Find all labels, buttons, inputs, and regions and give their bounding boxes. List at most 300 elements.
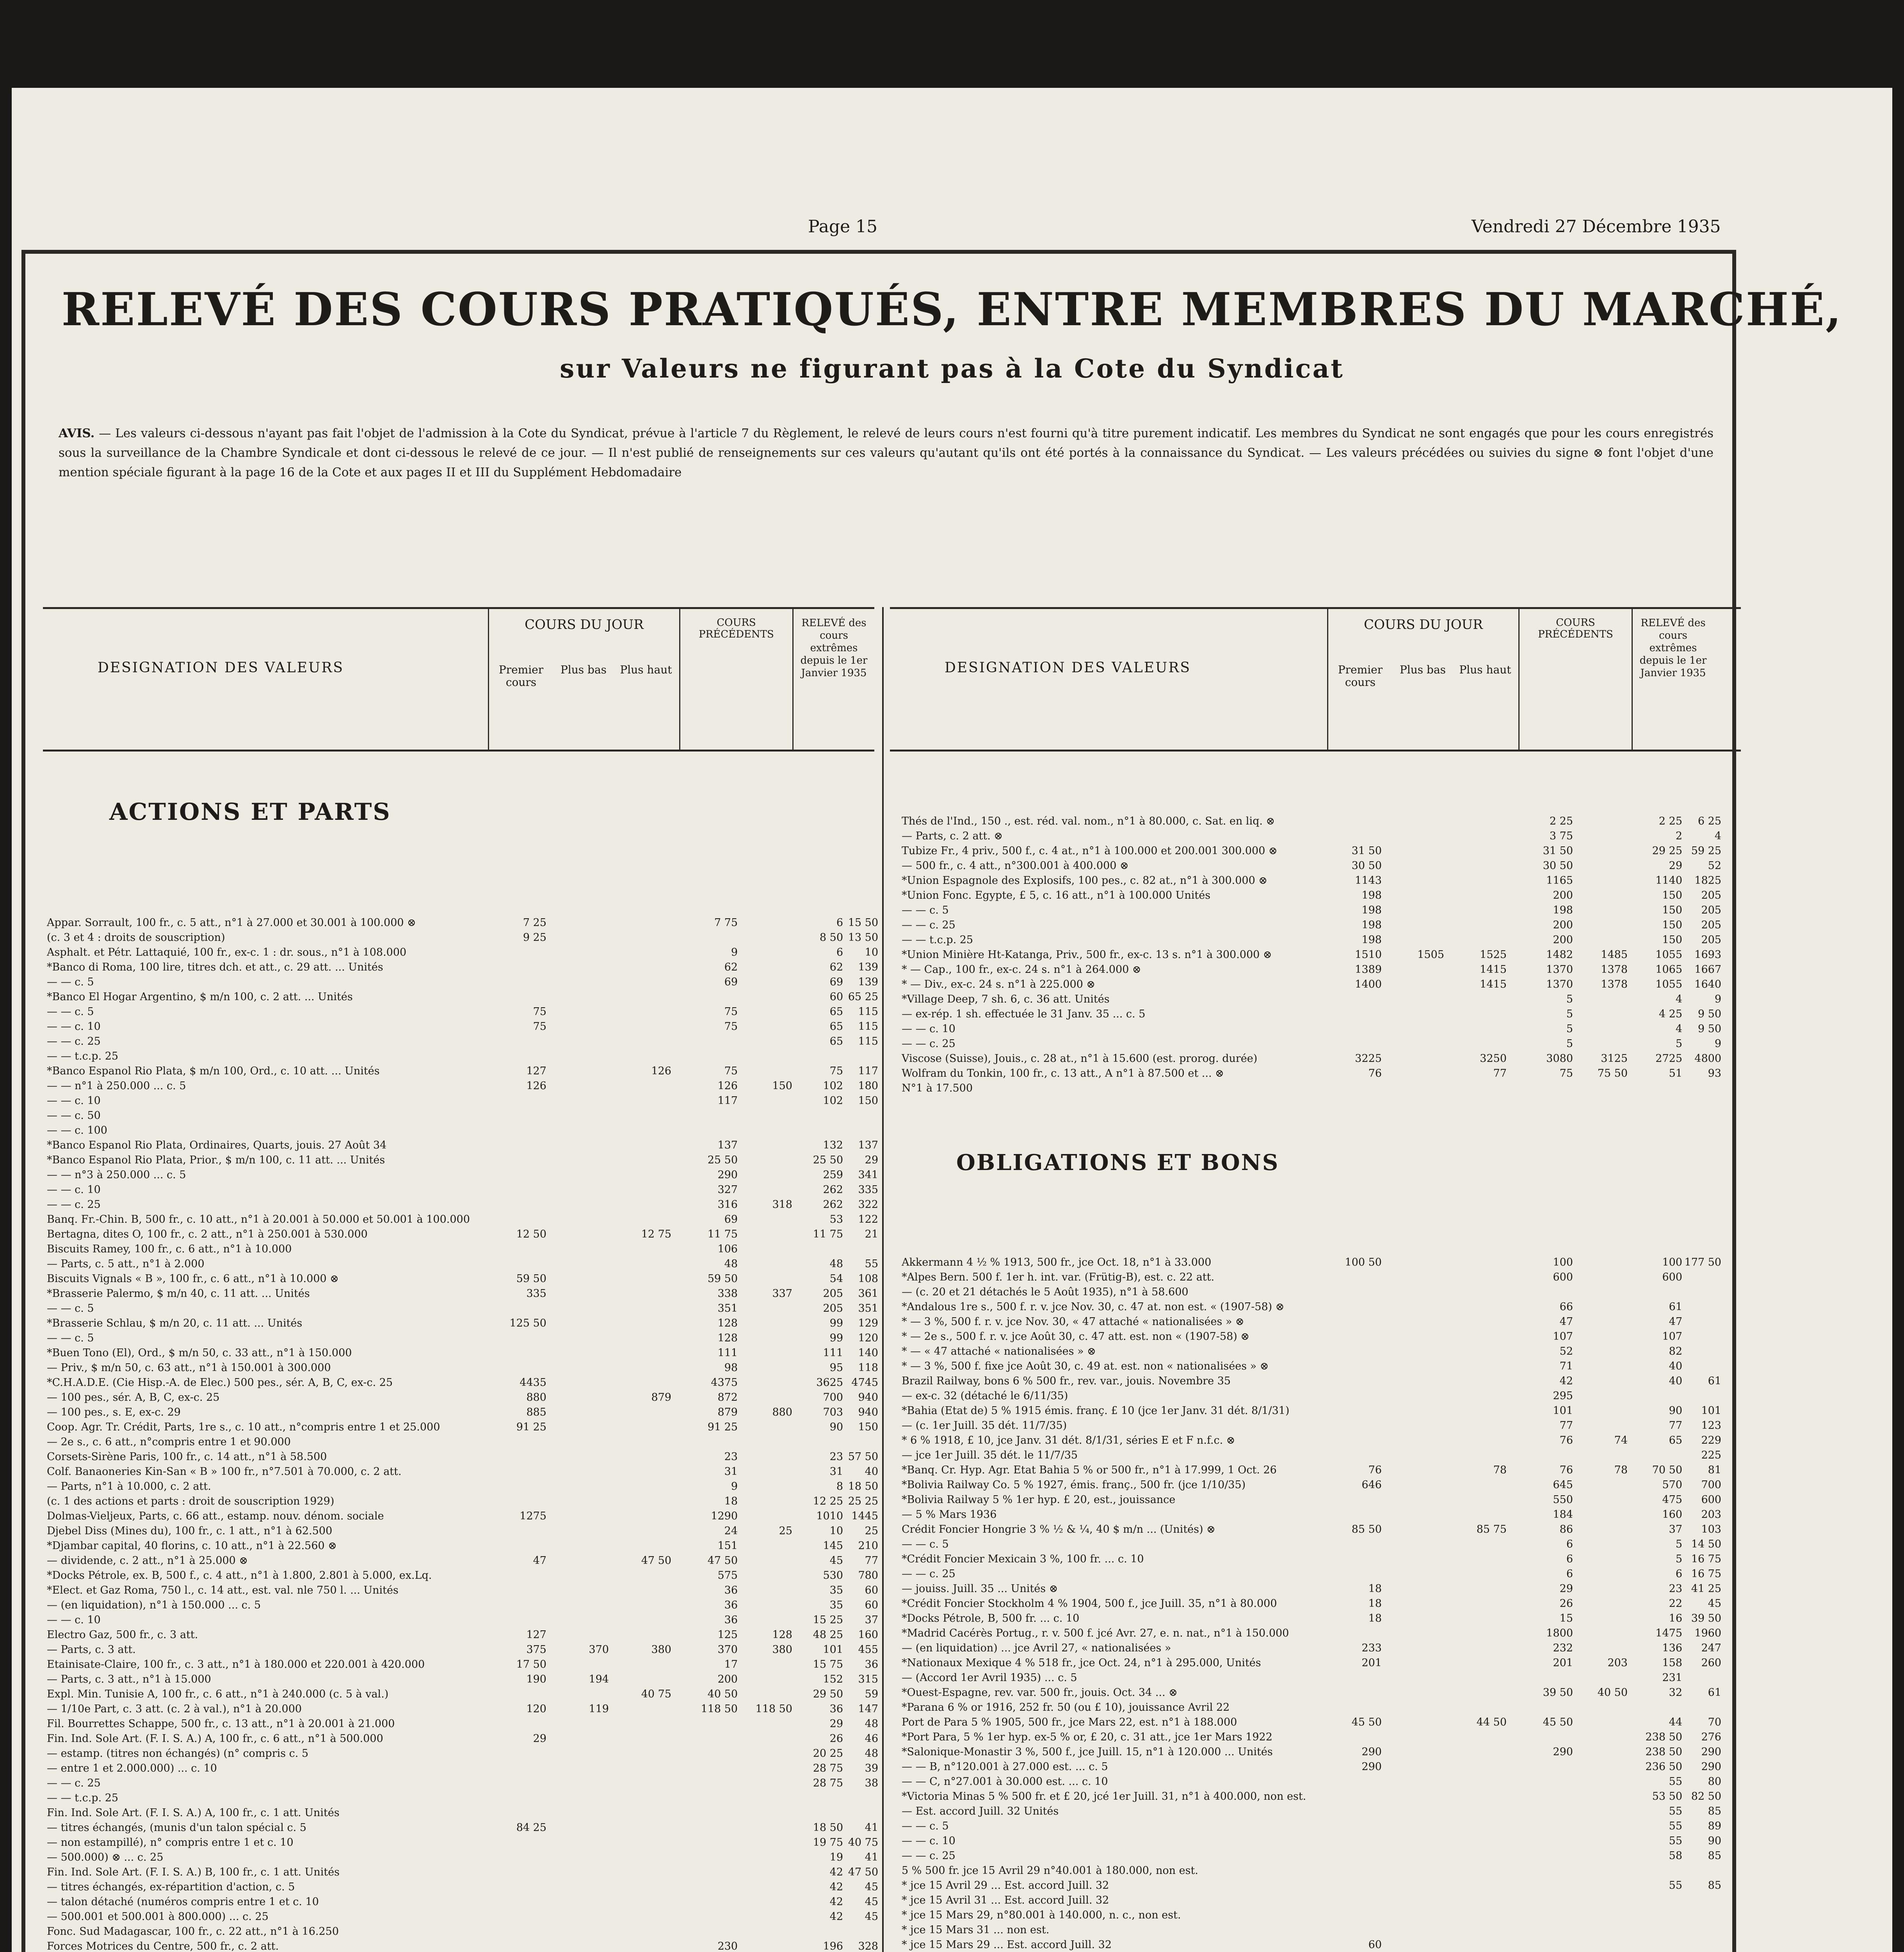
quote-c1: 233: [1361, 1642, 1382, 1654]
quote-r1: 1010: [816, 1510, 843, 1522]
table-row: [47, 1079, 878, 1094]
table-row: [47, 1613, 878, 1628]
quote-r1: 700: [823, 1391, 843, 1403]
quote-r2: 123: [1701, 1419, 1721, 1432]
quote-r1: 152: [823, 1673, 843, 1685]
quote-r1: 100: [1662, 1256, 1682, 1268]
quote-c1: 1275: [520, 1510, 546, 1522]
quote-p1: 5: [1566, 1023, 1573, 1035]
table-row: [47, 1138, 878, 1153]
quote-p1: 5: [1566, 1008, 1573, 1020]
quote-r1: 1065: [1655, 964, 1682, 976]
quote-r1: 99: [829, 1332, 843, 1344]
quote-p1: 17: [724, 1658, 738, 1671]
security-name: — — c. 10: [47, 1095, 101, 1107]
table-row: [47, 1909, 878, 1924]
quote-r1: 37: [1669, 1523, 1682, 1535]
quote-c1: 18: [1368, 1612, 1382, 1624]
quote-c1: 59 50: [516, 1273, 546, 1285]
quote-c3: 1525: [1480, 949, 1507, 961]
quote-p1: 125: [717, 1629, 738, 1641]
security-name: — — n°3 à 250.000 ... c. 5: [47, 1169, 186, 1181]
quote-c1: 30 50: [1351, 860, 1382, 872]
table-row: [47, 1524, 878, 1539]
quote-p1: 151: [717, 1540, 738, 1552]
obligations-bons-heading: OBLIGATIONS ET BONS: [956, 1150, 1279, 1175]
security-name: Dolmas-Vieljeux, Parts, c. 66 att., estamp. nouv. dénom. sociale: [47, 1510, 384, 1522]
security-name: Electro Gaz, 500 fr., c. 3 att.: [47, 1629, 198, 1641]
quote-r2: 129: [858, 1317, 878, 1329]
quote-r1: 8 50: [819, 931, 843, 944]
quote-c2: 370: [589, 1644, 609, 1656]
quote-r2: 59 25: [1691, 845, 1721, 857]
quote-p1: 36: [724, 1599, 738, 1611]
quote-r2: 1693: [1694, 949, 1721, 961]
quote-c1: 85 50: [1351, 1523, 1382, 1535]
table-row: [47, 1583, 878, 1598]
table-row: [902, 1923, 1733, 1938]
quote-r2: 203: [1701, 1509, 1721, 1521]
quote-r1: 102: [823, 1095, 843, 1107]
table-row: [47, 1687, 878, 1702]
quote-r1: 29: [829, 1718, 843, 1730]
security-name: *Banq. Cr. Hyp. Agr. Etat Bahia 5 % or 500 fr., n°1 à 17.999, 1 Oct. 26: [902, 1464, 1277, 1476]
security-name: * jce 15 Mars 31 ... non est.: [902, 1924, 1050, 1936]
table-row: [47, 1123, 874, 1138]
security-name: — (c. 1er Juill. 35 dét. 11/7/35): [902, 1419, 1067, 1432]
quote-r2: 290: [1701, 1761, 1721, 1773]
quote-p1: 5: [1566, 993, 1573, 1005]
quote-c3: 85 75: [1476, 1523, 1507, 1535]
table-row: [47, 1880, 878, 1895]
table-row: [902, 1730, 1733, 1745]
security-name: Port de Para 5 % 1905, 500 fr., jce Mars 22, est. n°1 à 188.000: [902, 1716, 1237, 1728]
table-row: [47, 1153, 878, 1168]
security-name: — — c. 5: [902, 904, 949, 916]
security-name: — — c. 10: [902, 1835, 956, 1847]
table-row: [47, 1642, 878, 1657]
quote-p1: 31: [724, 1466, 738, 1478]
security-name: (c. 3 et 4 : droits de souscription): [47, 931, 225, 944]
quote-r1: 54: [829, 1273, 843, 1285]
table-row: [902, 1051, 1733, 1066]
table-row: [902, 1418, 1733, 1433]
table-row: [902, 1760, 1733, 1774]
quote-p1: 98: [724, 1362, 738, 1374]
security-name: — — c. 25: [902, 1850, 956, 1862]
quote-r1: 238 50: [1645, 1746, 1682, 1758]
quote-p1: 69: [724, 1213, 738, 1225]
quote-r2: 780: [858, 1569, 878, 1582]
quote-p1: 71: [1559, 1360, 1573, 1372]
quote-r1: 150: [1662, 889, 1682, 901]
quote-r1: 61: [1669, 1301, 1682, 1313]
quote-r2: 103: [1701, 1523, 1721, 1535]
quote-r1: 45: [829, 1555, 843, 1567]
security-name: — — c. 100: [47, 1124, 107, 1136]
quote-r2: 45: [865, 1896, 878, 1908]
quote-c1: 198: [1361, 919, 1382, 931]
quote-r2: 205: [1701, 934, 1721, 946]
security-name: * — 3 %, 500 f. r. v. jce Nov. 30, « 47 attaché « nationalisées » ⊗: [902, 1316, 1244, 1328]
table-row: [47, 1731, 878, 1746]
security-name: — non estampillé), n° compris entre 1 et c. 10: [47, 1836, 294, 1849]
quote-r2: 118: [858, 1362, 878, 1374]
security-name: Fonc. Sud Madagascar, 100 fr., c. 22 att., n°1 à 16.250: [47, 1925, 339, 1938]
table-row: [47, 1806, 874, 1820]
quote-p1: 29: [1559, 1583, 1573, 1595]
quote-c1: 75: [533, 1021, 546, 1033]
security-name: — entre 1 et 2.000.000) ... c. 10: [47, 1762, 217, 1774]
quote-p1: 879: [717, 1406, 738, 1418]
quote-r1: 47: [1669, 1316, 1682, 1328]
security-name: — dividende, c. 2 att., n°1 à 25.000 ⊗: [47, 1555, 248, 1567]
table-row: [47, 1628, 878, 1642]
security-name: * — 3 %, 500 f. fixe jce Août 30, c. 49 at. est. non « nationalisées » ⊗: [902, 1360, 1269, 1372]
quote-p1: 75: [1559, 1067, 1573, 1079]
quote-p1: 351: [717, 1302, 738, 1314]
security-name: — Priv., $ m/n 50, c. 63 att., n°1 à 150.001 à 300.000: [47, 1362, 331, 1374]
table-row: [47, 1405, 878, 1420]
avis-label: AVIS.: [59, 426, 95, 440]
table-row: [902, 1403, 1733, 1418]
quote-r2: 115: [858, 1006, 878, 1018]
security-name: — — c. 25: [902, 919, 956, 931]
quote-c3: 1415: [1480, 964, 1507, 976]
table-row: [47, 1331, 878, 1346]
quote-r2: 52: [1708, 860, 1721, 872]
quote-p1: 76: [1559, 1464, 1573, 1476]
quote-p1: 62: [724, 961, 738, 973]
quote-p1: 40 50: [707, 1688, 738, 1700]
quote-r2: 1960: [1694, 1627, 1721, 1639]
quote-r1: 5: [1675, 1038, 1682, 1050]
quote-r2: 39 50: [1691, 1612, 1721, 1624]
security-name: Etainisate-Claire, 100 fr., c. 3 att., n°1 à 180.000 et 220.001 à 420.000: [47, 1658, 425, 1671]
security-name: *Madrid Cacérès Portug., r. v. 500 f. jcé Avr. 27, e. n. nat., n°1 à 150.000: [902, 1627, 1289, 1639]
table-row: [902, 1433, 1733, 1448]
table-row: [902, 1908, 1733, 1923]
quote-c1: 60: [1368, 1939, 1382, 1951]
quote-r1: 158: [1662, 1657, 1682, 1669]
quote-r2: 9: [1714, 993, 1721, 1005]
quote-p1: 645: [1553, 1479, 1573, 1491]
quote-r1: 29 25: [1652, 845, 1682, 857]
quote-c1: 76: [1368, 1464, 1382, 1476]
security-name: — (en liquidation), n°1 à 150.000 ... c. 5: [47, 1599, 261, 1611]
quote-c3: 47 50: [641, 1555, 671, 1567]
table-row: [47, 1286, 878, 1301]
quote-p2: 337: [772, 1288, 792, 1300]
security-name: — — c. 10: [47, 1614, 101, 1626]
quote-r2: 81: [1708, 1464, 1721, 1476]
table-row: [47, 990, 878, 1004]
quote-r2: 45: [865, 1881, 878, 1893]
quote-c1: 1143: [1355, 874, 1382, 887]
table-row: [902, 1715, 1733, 1730]
quote-c1: 290: [1361, 1761, 1382, 1773]
premier-cours-label-right: Premier cours: [1338, 663, 1383, 689]
quote-p1: 1370: [1546, 964, 1573, 976]
table-row: [47, 1494, 878, 1509]
quote-r1: 23: [829, 1451, 843, 1463]
quote-r2: 205: [1701, 919, 1721, 931]
quote-c1: 290: [1361, 1746, 1382, 1758]
security-name: — 2e s., c. 6 att., n°compris entre 1 et 90.000: [47, 1436, 291, 1448]
quote-c1: 201: [1361, 1657, 1382, 1669]
quote-p1: 1800: [1546, 1627, 1573, 1639]
quote-p1: 69: [724, 976, 738, 988]
quote-r1: 1475: [1655, 1627, 1682, 1639]
quote-p1: 75: [724, 1021, 738, 1033]
security-name: — 100 pes., sér. A, B, C, ex-c. 25: [47, 1391, 220, 1403]
table-row: [902, 1804, 1733, 1819]
table-row: [47, 1717, 878, 1731]
quote-r2: 59: [865, 1688, 878, 1700]
quote-p1: 126: [717, 1080, 738, 1092]
table-row: [902, 1359, 1733, 1374]
plus-haut-label: Plus haut: [620, 663, 672, 676]
table-row: [47, 1939, 878, 1952]
table-row: [902, 858, 1733, 873]
table-row: [47, 1598, 878, 1613]
quote-r2: 14 50: [1691, 1538, 1721, 1550]
table-row: [902, 1522, 1733, 1537]
quote-c3: 44 50: [1476, 1716, 1507, 1728]
security-name: Tubize Fr., 4 priv., 500 f., c. 4 at., n°1 à 100.000 et 200.001 300.000 ⊗: [902, 845, 1278, 857]
security-name: * — Cap., 100 fr., ex-c. 24 s. n°1 à 264.000 ⊗: [902, 964, 1141, 976]
table-row: [902, 933, 1733, 948]
security-name: *Salonique-Monastir 3 %, 500 f., jce Juill. 15, n°1 à 120.000 ... Unités: [902, 1746, 1273, 1758]
quote-r2: 77: [865, 1555, 878, 1567]
page-title: RELEVÉ DES COURS PRATIQUÉS, ENTRE MEMBRES DU MARCHÉ,: [61, 283, 1843, 336]
quote-r1: 90: [1669, 1405, 1682, 1417]
quote-r1: 102: [823, 1080, 843, 1092]
quote-c3: 77: [1493, 1067, 1507, 1079]
table-row: [902, 977, 1733, 992]
table-row: [47, 1316, 878, 1331]
quote-r2: 700: [1701, 1479, 1721, 1491]
table-row: [902, 1463, 1733, 1478]
quote-r2: 47 50: [848, 1866, 878, 1878]
security-name: — 1/10e Part, c. 3 att. (c. 2 à val.), n°1 à 20.000: [47, 1703, 302, 1715]
quote-r2: 137: [858, 1139, 878, 1151]
quote-r1: 6: [836, 917, 843, 929]
quote-p2: 74: [1614, 1434, 1628, 1446]
quote-r1: 65: [829, 1006, 843, 1018]
quote-r1: 42: [829, 1911, 843, 1923]
left-quotes-list: [47, 915, 878, 1952]
quote-r1: 23: [1669, 1583, 1682, 1595]
quote-r1: 11 75: [813, 1228, 843, 1240]
quote-r1: 32: [1669, 1687, 1682, 1699]
security-name: — ex-c. 32 (détaché le 6/11/35): [902, 1390, 1068, 1402]
security-name: — (c. 20 et 21 détachés le 5 Août 1935), n°1 à 58.600: [902, 1286, 1189, 1298]
quote-r1: 15 25: [813, 1614, 843, 1626]
quote-p1: 600: [1553, 1271, 1573, 1283]
quote-p1: 200: [1553, 889, 1573, 901]
security-name: — — c. 5: [47, 1332, 94, 1344]
security-name: — (Accord 1er Avril 1935) ... c. 5: [902, 1672, 1077, 1684]
quote-r1: 6: [1675, 1568, 1682, 1580]
quote-c3: 126: [651, 1065, 671, 1077]
bonds-quotes-list: [902, 1255, 1733, 1952]
quote-r2: 1667: [1694, 964, 1721, 976]
table-row: [47, 1791, 874, 1806]
table-row: [902, 1671, 1733, 1685]
security-name: — — c. 25: [47, 1777, 101, 1789]
quote-r2: 4800: [1694, 1053, 1721, 1065]
security-name: — Parts, n°1 à 10.000, c. 2 att.: [47, 1480, 211, 1492]
table-row: [47, 1850, 878, 1865]
quote-r2: 140: [858, 1347, 878, 1359]
table-row: [902, 1374, 1733, 1389]
quote-r1: 475: [1662, 1494, 1682, 1506]
table-row: [47, 1820, 878, 1835]
table-row: [902, 1314, 1733, 1329]
quote-p1: 295: [1553, 1390, 1573, 1402]
table-row: [47, 1375, 878, 1390]
quote-p1: 31 50: [1543, 845, 1573, 857]
security-name: *C.H.A.D.E. (Cie Hisp.-A. de Elec.) 500 pes., sér. A, B, C, ex-c. 25: [47, 1377, 393, 1389]
table-row: [902, 1537, 1733, 1552]
quote-r2: 150: [858, 1421, 878, 1433]
quote-r1: 150: [1662, 904, 1682, 916]
security-name: Asphalt. et Pétr. Lattaquié, 100 fr., ex-c. 1 : dr. sous., n°1 à 108.000: [47, 946, 407, 958]
quote-c1: 17 50: [516, 1658, 546, 1671]
table-row: [47, 1702, 878, 1717]
quote-r2: 85: [1708, 1879, 1721, 1891]
quote-r2: 177 50: [1684, 1256, 1721, 1268]
quote-p2: 118 50: [755, 1703, 792, 1715]
quote-r1: 205: [823, 1288, 843, 1300]
quote-r2: 361: [858, 1288, 878, 1300]
quote-c1: 190: [526, 1673, 546, 1685]
quote-r2: 82 50: [1691, 1790, 1721, 1802]
quote-r1: 2725: [1655, 1053, 1682, 1065]
quote-p1: 86: [1559, 1523, 1573, 1535]
plus-bas-label-right: Plus bas: [1399, 663, 1446, 676]
quote-r2: 115: [858, 1035, 878, 1047]
table-row: [47, 1539, 878, 1553]
quote-c1: 7 25: [523, 917, 546, 929]
quote-r2: 25: [865, 1525, 878, 1537]
security-name: *Brasserie Schlau, $ m/n 20, c. 11 att. ... Unités: [47, 1317, 303, 1329]
quote-r1: 55: [1669, 1776, 1682, 1788]
security-name: (c. 1 des actions et parts : droit de souscription 1929): [47, 1495, 335, 1507]
quote-p1: 550: [1553, 1494, 1573, 1506]
quote-c1: 9 25: [523, 931, 546, 944]
table-row: [47, 1761, 878, 1776]
quote-r1: 107: [1662, 1330, 1682, 1343]
security-name: *Djambar capital, 40 florins, c. 10 att., n°1 à 22.560 ⊗: [47, 1540, 337, 1552]
quote-r1: 58: [1669, 1850, 1682, 1862]
table-row: [902, 992, 1733, 1007]
table-row: [47, 1183, 878, 1197]
security-name: * jce 15 Avril 29 ... Est. accord Juill. 32: [902, 1879, 1109, 1891]
quote-r1: 53 50: [1652, 1790, 1682, 1802]
quote-p1: 26: [1559, 1598, 1573, 1610]
quote-p1: 42: [1559, 1375, 1573, 1387]
security-name: *Crédit Foncier Mexicain 3 %, 100 fr. ... c. 10: [902, 1553, 1144, 1565]
quote-r1: 55: [1669, 1879, 1682, 1891]
quote-c1: 12 50: [516, 1228, 546, 1240]
security-name: — — t.c.p. 25: [47, 1792, 119, 1804]
security-name: — — c. 5: [47, 976, 94, 988]
quote-p1: 39 50: [1543, 1687, 1573, 1699]
quote-r1: 55: [1669, 1835, 1682, 1847]
table-row: [47, 1346, 878, 1361]
table-row: [902, 1255, 1733, 1270]
quote-r2: 351: [858, 1302, 878, 1314]
releve-header: [792, 609, 874, 750]
quote-p1: 76: [1559, 1434, 1573, 1446]
quote-r1: 15 75: [813, 1658, 843, 1671]
quote-p1: 338: [717, 1288, 738, 1300]
quote-r1: 196: [823, 1940, 843, 1952]
security-name: — — c. 25: [902, 1038, 956, 1050]
quote-p1: 101: [1553, 1405, 1573, 1417]
quote-c1: 126: [526, 1080, 546, 1092]
table-row: [47, 1168, 878, 1183]
quote-p1: 59 50: [707, 1273, 738, 1285]
quote-p1: 128: [717, 1332, 738, 1344]
quote-p1: 91 25: [707, 1421, 738, 1433]
table-row: [902, 1596, 1733, 1611]
quote-r1: 19 75: [813, 1836, 843, 1849]
table-row: [47, 1361, 878, 1375]
quote-c1: 1510: [1355, 949, 1382, 961]
quote-p1: 75: [724, 1006, 738, 1018]
quote-r2: 115: [858, 1021, 878, 1033]
quote-r1: 150: [1662, 934, 1682, 946]
security-name: *Bolivia Railway Co. 5 % 1927, émis. franç., 500 fr. (jce 1/10/35): [902, 1479, 1246, 1491]
table-row: [902, 1567, 1733, 1582]
table-row: [902, 1863, 1733, 1878]
security-name: — — c. 25: [47, 1199, 101, 1211]
quote-p1: 4375: [711, 1377, 738, 1389]
security-name: * jce 15 Avril 31 ... Est. accord Juill. 32: [902, 1894, 1109, 1906]
table-row: [902, 918, 1733, 933]
table-row: [47, 1242, 874, 1257]
quote-p1: 30 50: [1543, 860, 1573, 872]
quote-r2: 41: [865, 1851, 878, 1863]
table-row: [47, 1049, 874, 1064]
security-name: * jce 15 Mars 29 ... Est. accord Juill. 32: [902, 1939, 1112, 1951]
security-name: *Union Minière Ht-Katanga, Priv., 500 fr., ex-c. 13 s. n°1 à 300.000 ⊗: [902, 949, 1272, 961]
table-row: [902, 1656, 1733, 1671]
quote-r2: 940: [858, 1406, 878, 1418]
quote-r1: 48: [829, 1258, 843, 1270]
table-row: [902, 1878, 1733, 1893]
security-name: — titres échangés, ex-répartition d'action, c. 5: [47, 1881, 295, 1893]
security-name: — — t.c.p. 25: [47, 1050, 119, 1062]
quote-p2: 75 50: [1597, 1067, 1628, 1079]
quote-p1: 77: [1559, 1419, 1573, 1432]
quote-r1: 2: [1675, 830, 1682, 842]
quote-p1: 36: [724, 1584, 738, 1596]
table-row: [902, 1849, 1733, 1863]
quote-r1: 28 75: [813, 1762, 843, 1774]
table-row: [902, 1789, 1733, 1804]
quote-r1: 3625: [816, 1377, 843, 1389]
table-row: [902, 1626, 1733, 1641]
security-name: — ex-rép. 1 sh. effectuée le 31 Janv. 35 ... c. 5: [902, 1008, 1146, 1020]
security-name: — estamp. (titres non échangés) (n° compris c. 5: [47, 1747, 309, 1760]
column-divider: [882, 607, 884, 1952]
security-name: *Banco Espanol Rio Plata, $ m/n 100, Ord., c. 10 att. ... Unités: [47, 1065, 380, 1077]
security-name: — Parts, c. 5 att., n°1 à 2.000: [47, 1258, 205, 1270]
